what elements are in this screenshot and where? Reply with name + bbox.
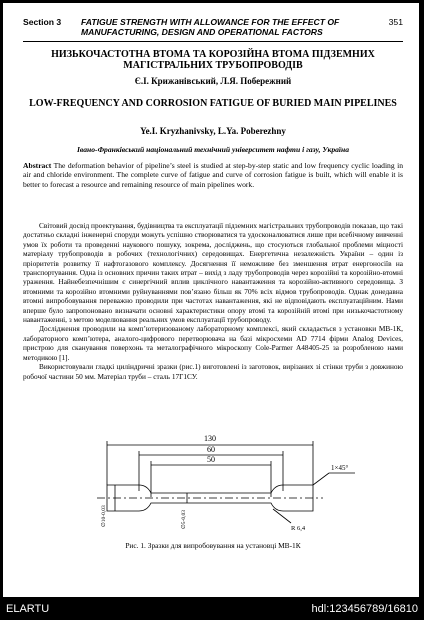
dim-50: 50 [207, 455, 215, 464]
running-title: FATIGUE STRENGTH WITH ALLOWANCE FOR THE EFFECT OF MANUFACTURING, DESIGN AND OPERATIONAL FACTORS [81, 17, 340, 37]
section-label: Section 3 [23, 17, 62, 27]
footer-left-label: ELARTU [6, 603, 50, 615]
paragraph: Використовували гладкі циліндричні зразки (рис.1) виготовлені із заготовок, вирізаних зі стінки труби з довжиною робочої частини 50 мм. Матеріал труби – сталь 17Г1СУ. [23, 362, 403, 381]
page-number: 351 [388, 17, 403, 27]
abstract [23, 161, 403, 189]
dim-130: 130 [204, 434, 216, 443]
figure-caption: Рис. 1. Зразки для випробовування на установці МВ-1К [125, 541, 301, 550]
title-ukrainian: НИЗЬКОЧАСТОТНА ВТОМА ТА КОРОЗІЙНА ВТОМА ПІДЗЕМНИХ МАГІСТРАЛЬНИХ ТРУБОПРОВОДІВ [51, 49, 375, 71]
authors-ukrainian: Є.І. Крижанівський, Л.Я. Побережний [134, 76, 292, 86]
diameter-5-label: ∅5-0,03 [181, 510, 187, 529]
footer-handle: hdl:123456789/16810 [311, 603, 418, 615]
paragraph: Дослідження проводили на комп’ютеризованому лабораторному комплексі, який складається з установки МВ-1К, лабораторного комп’ютера, аналого-цифрового перетворювача на базі мікросхеми AD 7714 фірми Analog Devices, пристрою для сканування поверхонь та металографічного мікроскопу Cole-Parmer A48405-25 за розробленою нами методикою [1]. [23, 324, 403, 362]
chamfer-label: 1×45° [331, 464, 349, 472]
abstract-label: Abstract [23, 161, 52, 170]
body-text [23, 221, 403, 381]
abstract-text: The deformation behavior of pipeline’s steel is studied at step-by-step static and low frequency cyclic loading in air and chloride environment. The complete curve of fatigue and curve of corrosion fatigue is built, which will enable it is better to forecast a resource and remaining resource of main pipelines work. [23, 161, 403, 189]
radius-label: R 6,4 [291, 525, 306, 532]
dim-60: 60 [207, 445, 215, 454]
diameter-10-label: ∅10-0,03 [101, 505, 107, 527]
header-rule [23, 41, 403, 42]
institution: Івано-Франківський національний технічний університет нафти і газу, Україна [76, 145, 350, 154]
authors-english: Ye.I. Kryzhanivsky, L.Ya. Poberezhny [140, 126, 286, 136]
paragraph: Світовий досвід проектування, будівництва та експлуатації підземних магістральних трубопроводів показав, що такі достатньо складні інженерні споруди можуть успішно створюватися та удосконалюватися лише при всебічному вивченні умов їх роботи та проведенні наукового пошуку, зокрема, досліджень, що стосуються глобальної проблеми міцності матеріалу трубопроводів в робочих (технологічних) середовищах. Енергетична незалежність України – один із пріоритетів розвитку її нафтогазового комплексу. Досягнення її неможливе без зменшення втрат енергоносіїв на транспортування. Одна із основних причин таких втрат – вихід з ладу трубопроводів через корозійні та корозійно-втомні ураження. Найнебезпечнішим є синергічний вплив циклічного навантаження та корозійно-активного середовища. З втомними та корозійно втомними руйнуваннями пов’язано більш як 70% всіх відмов трубопроводів. Однак донедавна втомні випробовування переважно проводили при частотах навантаження, які не відповідають експлуатаційним. Нами вперше було запропоновано визначати основні характеристики опору втомі та корозійній втомі при низькочастотному навантаженні, з метою моделювання реальних умов експлуатації трубопроводу. [23, 221, 403, 325]
footer-bar [0, 600, 424, 620]
title-english: LOW-FREQUENCY AND CORROSION FATIGUE OF BURIED MAIN PIPELINES [29, 98, 397, 109]
specimen-drawing [77, 419, 377, 539]
document-page [2, 2, 420, 598]
